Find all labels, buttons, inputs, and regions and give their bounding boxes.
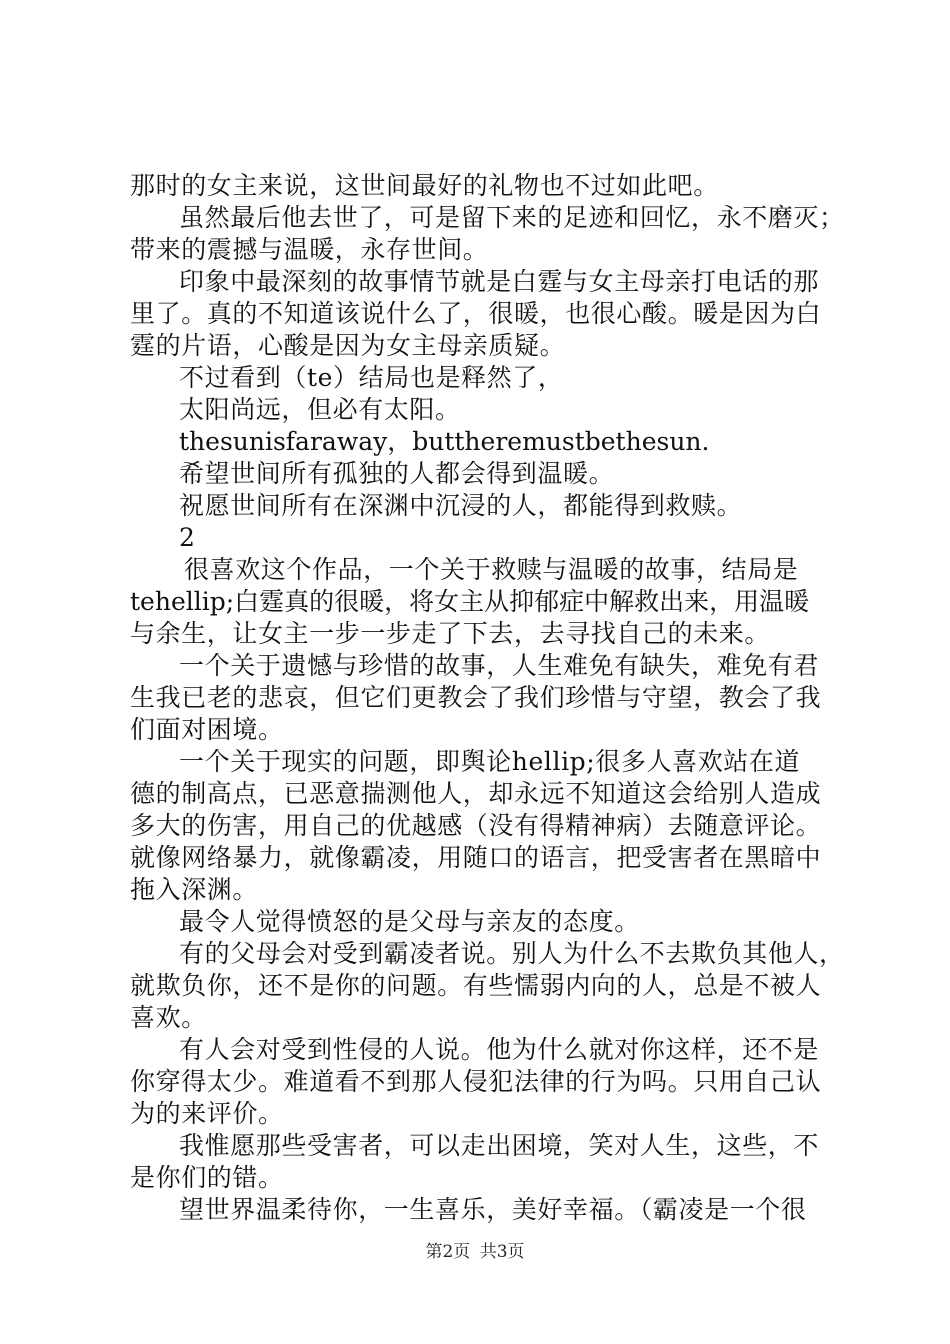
body-text <box>130 170 845 1226</box>
text-line: 我惟愿那些受害者，可以走出困境，笑对人生，这些，不 <box>179 1131 820 1160</box>
text-line: 一个关于现实的问题，即舆论hellip;很多人喜欢站在道 <box>179 747 801 776</box>
text-line: 们面对困境。 <box>130 715 284 744</box>
text-line: 德的制高点，已恶意揣测他人，却永远不知道这会给别人造成 <box>130 779 822 808</box>
page-total: 共3页 <box>479 1242 525 1262</box>
text-line: 拖入深渊。 <box>130 875 259 904</box>
text-line: 一个关于遗憾与珍惜的故事，人生难免有缺失，难免有君 <box>179 651 820 680</box>
text-line: 为的来评价。 <box>130 1099 284 1128</box>
text-line: 很喜欢这个作品，一个关于救赎与温暖的故事，结局是 <box>184 555 799 584</box>
text-line: 有人会对受到性侵的人说。他为什么就对你这样，还不是 <box>179 1035 820 1064</box>
text-line: 就像网络暴力，就像霸凌，用随口的语言，把受害者在黑暗中 <box>130 843 822 872</box>
text-line: 里了。真的不知道该说什么了，很暖，也很心酸。暖是因为白 <box>130 299 822 328</box>
text-line: 希望世间所有孤独的人都会得到温暖。 <box>179 459 615 488</box>
text-line: 带来的震撼与温暖，永存世间。 <box>130 235 489 264</box>
text-line: 那时的女主来说，这世间最好的礼物也不过如此吧。 <box>130 171 719 200</box>
text-line: 就欺负你，还不是你的问题。有些懦弱内向的人，总是不被人 <box>130 971 822 1000</box>
text-line: 有的父母会对受到霸凌者说。别人为什么不去欺负其他人， <box>179 939 845 968</box>
page-number: 第2页 <box>425 1242 471 1262</box>
text-line: 不过看到（te）结局也是释然了， <box>179 363 564 392</box>
text-line: 你穿得太少。难道看不到那人侵犯法律的行为吗。只用自己认 <box>130 1067 822 1096</box>
page-footer <box>0 1240 950 1264</box>
text-line: 与余生，让女主一步一步走了下去，去寻找自己的未来。 <box>130 619 771 648</box>
text-line: 祝愿世间所有在深渊中沉浸的人，都能得到救赎。 <box>179 491 743 520</box>
text-line: 最令人觉得愤怒的是父母与亲友的态度。 <box>179 907 640 936</box>
text-line: 霆的片语，心酸是因为女主母亲质疑。 <box>130 331 566 360</box>
text-line: 印象中最深刻的故事情节就是白霆与女主母亲打电话的那 <box>179 267 820 296</box>
text-line: 多大的伤害，用自己的优越感（没有得精神病）去随意评论。 <box>130 811 822 840</box>
text-line: tehellip;白霆真的很暖，将女主从抑郁症中解救出来，用温暖 <box>130 587 810 616</box>
text-line: 望世界温柔待你，一生喜乐，美好幸福。（霸凌是一个很 <box>179 1195 807 1224</box>
text-line: 虽然最后他去世了，可是留下来的足迹和回忆，永不磨灭； <box>179 203 845 232</box>
text-line: 生我已老的悲哀，但它们更教会了我们珍惜与守望，教会了我 <box>130 683 822 712</box>
text-line: 喜欢。 <box>130 1003 207 1032</box>
text-line: 太阳尚远，但必有太阳。 <box>179 395 461 424</box>
text-line: thesunisfaraway，buttheremustbethesun. <box>179 427 710 456</box>
section-number: 2 <box>179 523 196 552</box>
text-line: 是你们的错。 <box>130 1163 284 1192</box>
